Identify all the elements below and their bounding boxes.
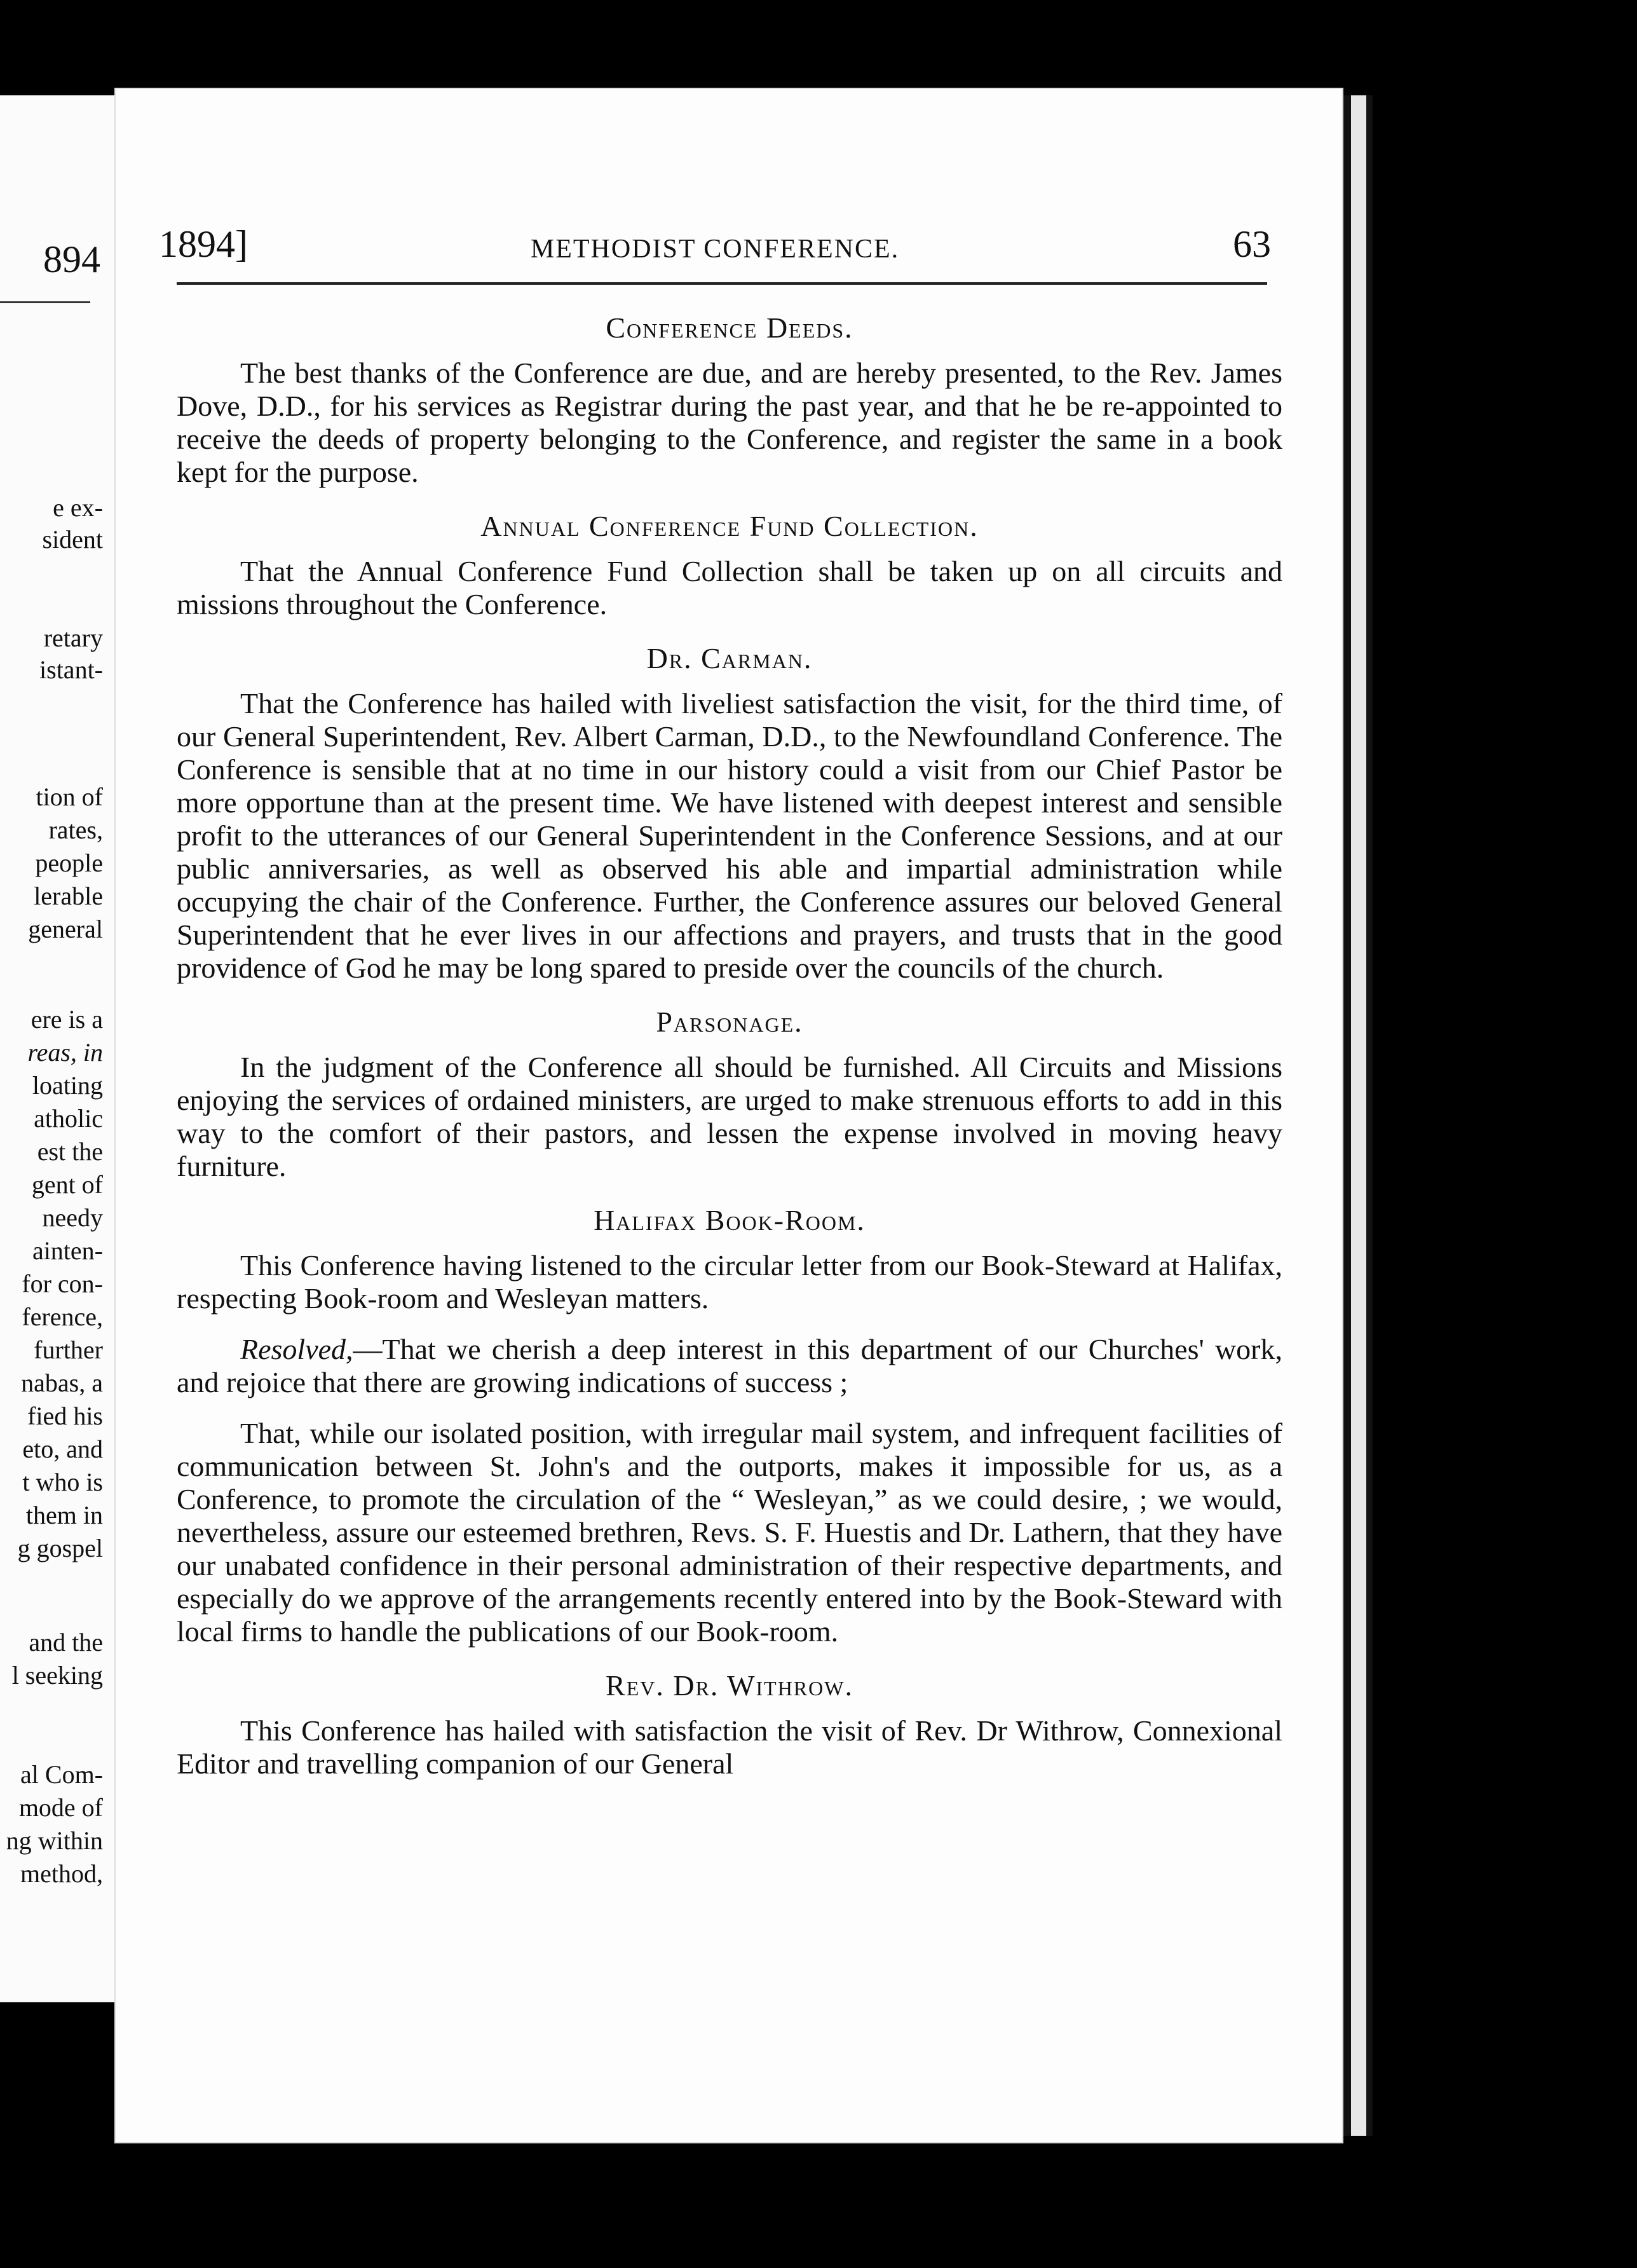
section-heading: Dr. Carman. (646, 642, 813, 674)
previous-page-line: lerable (34, 882, 103, 910)
running-head-title: METHODIST CONFERENCE. (530, 235, 900, 264)
page-edge (1351, 95, 1366, 2136)
paragraph: The best thanks of the Conference are due, and are hereby presented, to the Rev. James Dove, D.D., for his services as Registrar during the past year, and that he be re-appointed to receive the deeds of property belonging to the Conference, and register the same in a book kept for the purpose. (177, 357, 1282, 488)
previous-page-line: l seeking (11, 1661, 103, 1690)
paragraph: That the Conference has hailed with liveliest satisfaction the visit, for the third time, of our General Superintendent, Rev. Albert Carman, D.D., to the Newfoundland Conference. The Conference is sensible that at no time in our history could a visit from our Chief Pastor be more opportune than at the present time. We have listened with deepest interest and sensible profit to the utterances of our General Superintendent in the Conference Sessions, and at our public anniversaries, as well as observed his able and impartial administration while occupying the chair of the Conference. Further, the Conference assures our beloved General Superintendent that he ever lives in our affections and prayers, and trusts that in the good providence of God he may be long spared to preside over the councils of the church. (177, 687, 1282, 984)
previous-page-line: retary (43, 624, 103, 652)
page-edge (1342, 95, 1351, 2136)
page-number: 63 (1233, 223, 1271, 265)
previous-page-line: ainten- (32, 1236, 103, 1265)
previous-page-line: eto, and (22, 1435, 103, 1463)
running-head-year: 1894] (159, 223, 248, 265)
previous-page-line: ng within (6, 1826, 103, 1855)
header-rule (177, 282, 1267, 285)
previous-page-line: atholic (34, 1104, 103, 1133)
previous-page-line: tion of (36, 782, 103, 811)
paragraph: This Conference having listened to the circular letter from our Book-Steward at Halifax, respecting Book-room and Wesleyan matters. (177, 1249, 1282, 1315)
section-heading: Rev. Dr. Withrow. (606, 1669, 853, 1702)
previous-page-line: loating (32, 1071, 103, 1100)
previous-page-line: method, (20, 1859, 103, 1888)
previous-page-line: ference, (22, 1302, 103, 1331)
previous-page-line: gent of (31, 1170, 103, 1199)
paragraph: That, while our isolated position, with irregular mail system, and infrequent facilities of communication between St. John's and the outports, makes it impossible for us, as a Conference, to promote the circulation of the “ Wesleyan,” as we could desire, ; we would, nevertheless, assure our esteemed brethren, Revs. S. F. Huestis and Dr. Lathern, that they have our unabated confidence in their personal administration of their respective departments, and especially do we approve of the arrangements recently entered into by the Book-Steward with local firms to handle the publications of our Book-room. (177, 1417, 1282, 1648)
previous-page-number: 894 (43, 238, 100, 280)
previous-page-line: t who is (22, 1468, 103, 1496)
previous-page-line: further (34, 1336, 103, 1364)
paragraph: In the judgment of the Conference all should be furnished. All Circuits and Missions enjoying the services of ordained ministers, are urged to make strenuous efforts to add in this way to the comfort of their pastors, and lessen the expense involved in moving heavy furniture. (177, 1051, 1282, 1182)
previous-page-line: ere is a (31, 1005, 103, 1034)
previous-page-line: est the (37, 1137, 103, 1166)
previous-page-line: sident (42, 525, 103, 554)
previous-page-line: people (35, 849, 103, 877)
previous-page-rule (0, 301, 90, 303)
paragraph: This Conference has hailed with satisfaction the visit of Rev. Dr Withrow, Connexional Editor and travelling companion of our General (177, 1714, 1282, 1780)
body-text (177, 308, 1282, 1798)
document-page (116, 89, 1342, 2142)
previous-page-line: e ex- (53, 493, 103, 522)
previous-page-line: rates, (48, 816, 103, 844)
section-heading: Halifax Book-Room. (594, 1204, 866, 1236)
previous-page-line: g gospel (17, 1534, 103, 1562)
resolution-paragraph (177, 1333, 1282, 1399)
resolved-label: Resolved, (240, 1333, 353, 1365)
previous-page-line: reas, in (27, 1038, 103, 1067)
previous-page-line: needy (42, 1203, 103, 1232)
previous-page-line: for con- (22, 1269, 103, 1298)
previous-page-line: nabas, a (21, 1369, 103, 1397)
previous-page-line: al Com- (20, 1760, 103, 1789)
section-heading: Conference Deeds. (606, 311, 853, 344)
page-edge (1366, 95, 1373, 2136)
previous-page-line: general (28, 915, 103, 943)
previous-page-line: istant- (39, 655, 103, 684)
previous-page-line: them in (25, 1501, 103, 1529)
previous-page-line: mode of (18, 1793, 103, 1822)
resolved-text: —That we cherish a deep interest in this department of our Churches' work, and rejoice that there are growing indications of success ; (177, 1333, 1282, 1398)
previous-page-line: fied his (27, 1402, 103, 1430)
section-heading: Parsonage. (656, 1006, 803, 1038)
previous-page-fragment (0, 95, 116, 2002)
section-heading: Annual Conference Fund Collection. (480, 510, 979, 542)
paragraph: That the Annual Conference Fund Collection shall be taken up on all circuits and missions throughout the Conference. (177, 555, 1282, 620)
previous-page-line: and the (29, 1628, 103, 1657)
